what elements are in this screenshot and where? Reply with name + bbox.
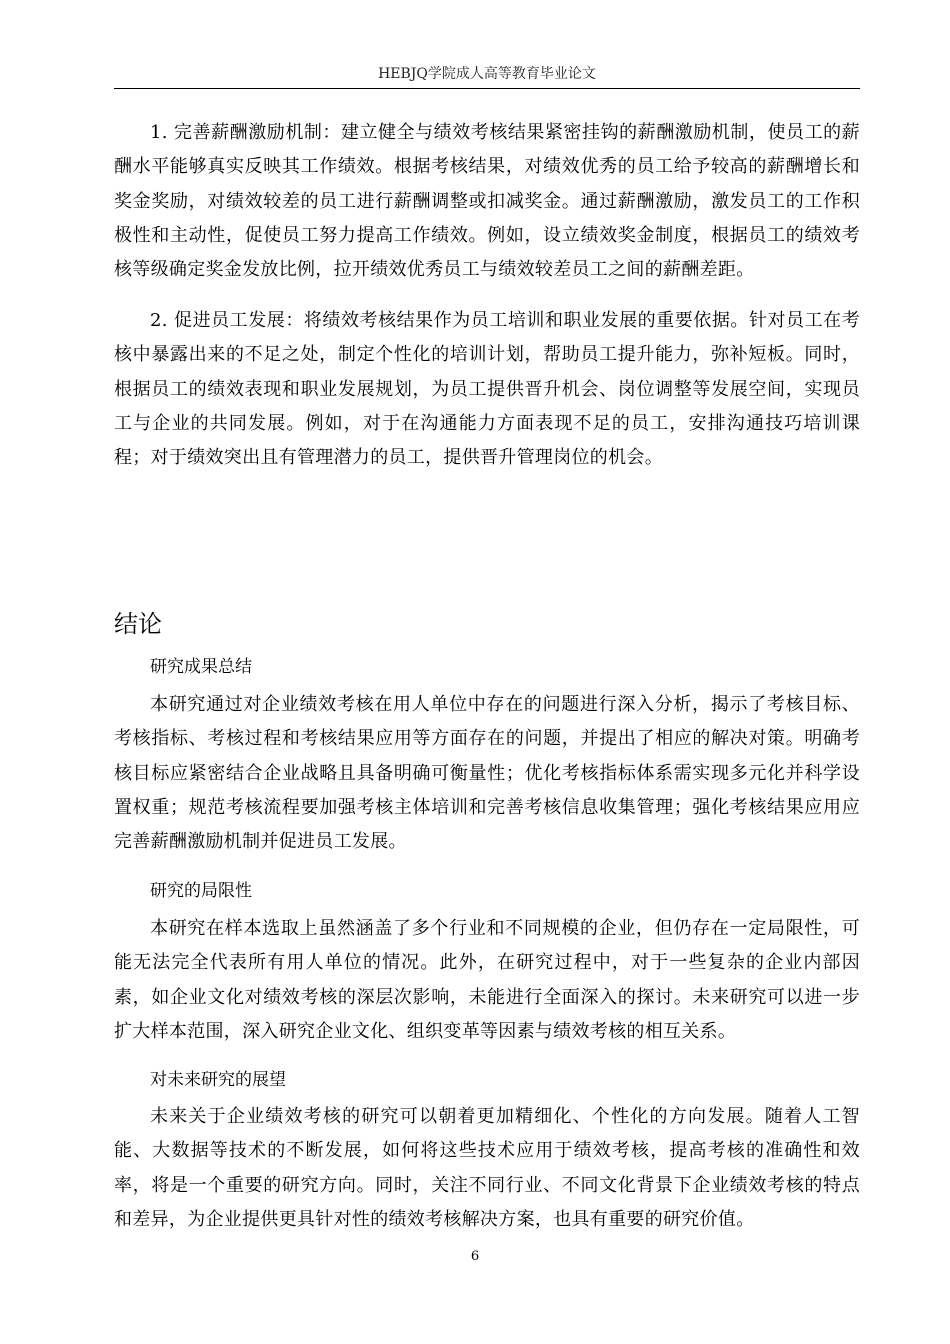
subheading-summary: 研究成果总结 [150, 657, 252, 677]
section-heading-conclusion: 结论 [114, 610, 162, 638]
subheading-outlook: 对未来研究的展望 [150, 1070, 286, 1090]
header-divider [114, 88, 860, 89]
paragraph-outlook: 未来关于企业绩效考核的研究可以朝着更加精细化、个性化的方向发展。随着人工智能、大数据等技术的不断发展，如何将这些技术应用于绩效考核，提高考核的准确性和效率，将是一个重要的研究方向。同时，关注不同行业、不同文化背景下企业绩效考核的特点和差异，为企业提供更具针对性的绩效考核解决方案，也具有重要的研究价值。 [114, 1106, 860, 1230]
paragraph-summary: 本研究通过对企业绩效考核在用人单位中存在的问题进行深入分析，揭示了考核目标、考核指标、考核过程和考核结果应用等方面存在的问题，并提出了相应的解决对策。明确考核目标应紧密结合企业战略且具备明确可衡量性；优化考核指标体系需实现多元化并科学设置权重；规范考核流程要加强考核主体培训和完善考核信息收集管理；强化考核结果应用应完善薪酬激励机制并促进员工发展。 [114, 694, 860, 853]
paragraph-limitations: 本研究在样本选取上虽然涵盖了多个行业和不同规模的企业，但仍存在一定局限性，可能无法完全代表所有用人单位的情况。此外，在研究过程中，对于一些复杂的企业内部因素，如企业文化对绩效考核的深层次影响，未能进行全面深入的探讨。未来研究可以进一步扩大样本范围，深入研究企业文化、组织变革等因素与绩效考核的相互关系。 [114, 918, 860, 1042]
page-number: 6 [470, 1249, 480, 1264]
running-header: HEBJQ学院成人高等教育毕业论文 [378, 66, 596, 82]
paragraph-employee-development: 2. 促进员工发展：将绩效考核结果作为员工培训和职业发展的重要依据。针对员工在考核中暴露出来的不足之处，制定个性化的培训计划，帮助员工提升能力，弥补短板。同时，根据员工的绩效表现和职业发展规划，为员工提供晋升机会、岗位调整等发展空间，实现员工与企业的共同发展。例如，对于在沟通能力方面表现不足的员工，安排沟通技巧培训课程；对于绩效突出且有管理潜力的员工，提供晋升管理岗位的机会。 [114, 310, 860, 469]
paragraph-salary-incentive: 1. 完善薪酬激励机制：建立健全与绩效考核结果紧密挂钩的薪酬激励机制，使员工的薪酬水平能够真实反映其工作绩效。根据考核结果，对绩效优秀的员工给予较高的薪酬增长和奖金奖励，对绩效较差的员工进行薪酬调整或扣减奖金。通过薪酬激励，激发员工的工作积极性和主动性，促使员工努力提高工作绩效。例如，设立绩效奖金制度，根据员工的绩效考核等级确定奖金发放比例，拉开绩效优秀员工与绩效较差员工之间的薪酬差距。 [114, 122, 860, 281]
subheading-limitations: 研究的局限性 [150, 881, 252, 901]
